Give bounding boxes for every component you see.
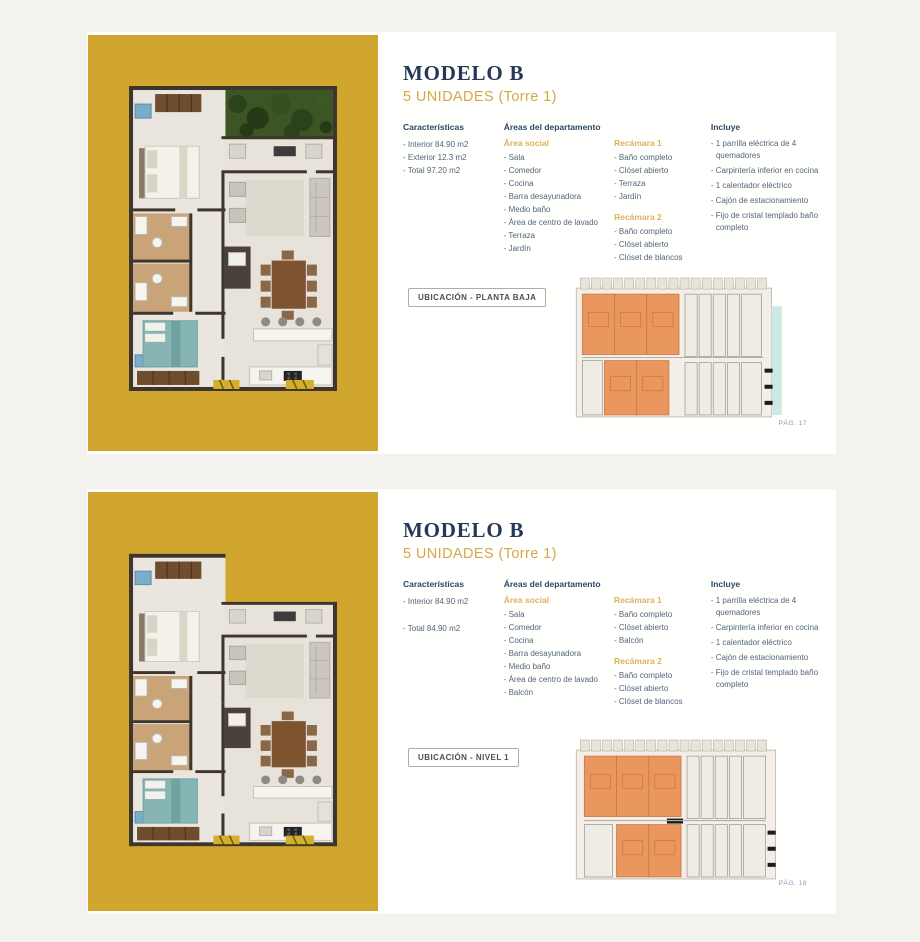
- list-item: - Barra desayunadora: [503, 649, 582, 658]
- location-label: UBICACIÓN - NIVEL 1: [408, 748, 519, 767]
- areas-header: Áreas del departamento: [503, 579, 601, 589]
- areas-header: Áreas del departamento: [503, 122, 601, 132]
- list-item: - 1 calentador eléctrico: [710, 181, 792, 190]
- list-item: - Baño completo: [614, 153, 673, 162]
- spec-columns: [403, 122, 828, 264]
- incluye-header: Incluye: [710, 122, 741, 132]
- recamara2-header: Recámara 2: [614, 656, 662, 666]
- recamaras-column: [614, 122, 711, 264]
- floor-plan-panel: [88, 33, 378, 453]
- list-item: - Clóset abierto: [614, 623, 669, 632]
- list-item: - Total 97.20 m2: [403, 166, 461, 175]
- list-item: - 1 parrilla eléctrica de 4 quemadores: [710, 596, 797, 617]
- area-social-list: [504, 608, 614, 699]
- list-item: - Baño completo: [614, 610, 673, 619]
- list-item: - 1 calentador eléctrico: [710, 638, 792, 647]
- recamara1-header: Recámara 1: [614, 595, 662, 605]
- list-item: - Medio baño: [503, 205, 551, 214]
- page-subtitle: 5 UNIDADES (Torre 1): [403, 546, 557, 562]
- list-item: - Comedor: [503, 166, 542, 175]
- caracteristicas-column: [403, 579, 504, 708]
- recamara2-list: [614, 225, 711, 264]
- brochure-page-17: [88, 33, 835, 453]
- parking-row: [580, 278, 766, 289]
- list-item: - Baño completo: [614, 671, 673, 680]
- incluye-header: Incluye: [710, 579, 741, 589]
- location-label: UBICACIÓN - PLANTA BAJA: [408, 288, 546, 307]
- apartment-floor-plan-render-garden: [125, 82, 341, 395]
- list-item: - Cocina: [503, 636, 534, 645]
- spec-sheet: [378, 490, 835, 913]
- list-item: - Barra desayunadora: [503, 192, 582, 201]
- list-item: - Fijo de cristal templado baño completo: [710, 211, 819, 232]
- caracteristicas-header: Características: [403, 122, 464, 132]
- caracteristicas-header: Características: [403, 579, 464, 589]
- list-item: - Jardín: [503, 244, 531, 253]
- recamaras-column: [614, 579, 711, 708]
- list-item: - Total 84.90 m2: [403, 624, 461, 633]
- incluye-column: [711, 579, 828, 708]
- list-item: - Terraza: [503, 231, 536, 240]
- list-item: - Cajón de estacionamiento: [710, 196, 809, 205]
- list-item: - Balcón: [614, 636, 644, 645]
- spec-columns: [403, 579, 828, 708]
- list-item: - Interior 84.90 m2: [403, 597, 469, 606]
- list-item: - Clóset de blancos: [614, 697, 683, 706]
- recamara2-header: Recámara 2: [614, 212, 662, 222]
- list-item: - Comedor: [503, 623, 542, 632]
- list-item: - Jardín: [614, 192, 642, 201]
- list-item: - Sala: [503, 153, 525, 162]
- area-social-header: Área social: [503, 138, 550, 148]
- spec-sheet: [378, 33, 835, 453]
- list-item: - Interior 84.90 m2: [403, 140, 469, 149]
- incluye-list: [711, 595, 828, 691]
- list-item: - Clóset abierto: [614, 166, 669, 175]
- list-item: - Baño completo: [614, 227, 673, 236]
- page-title: MODELO B: [403, 61, 525, 85]
- caracteristicas-column: [403, 122, 504, 264]
- list-item: - 1 parrilla eléctrica de 4 quemadores: [710, 139, 797, 160]
- floor-plan-panel: [88, 490, 378, 913]
- apartment-floor-plan-render-balcony: [125, 550, 341, 850]
- list-item: - Carpintería inferior en cocina: [710, 166, 819, 175]
- list-item: - Área de centro de lavado: [503, 218, 598, 227]
- list-item: - Área de centro de lavado: [503, 675, 598, 684]
- brochure-page-18: [88, 490, 835, 913]
- recamara2-list: [614, 669, 711, 708]
- incluye-list: [711, 138, 828, 234]
- list-item: - Cajón de estacionamiento: [710, 653, 809, 662]
- list-item: - Balcón: [503, 688, 534, 697]
- page-number: PÁG. 18: [778, 880, 807, 887]
- page-number: PÁG. 17: [778, 420, 807, 427]
- page-title: MODELO B: [403, 518, 525, 542]
- pool-strip: [772, 306, 782, 415]
- caracteristicas-list: [403, 138, 504, 177]
- recamara1-list: [614, 608, 711, 647]
- areas-column: [504, 122, 614, 264]
- list-item: - Fijo de cristal templado baño completo: [710, 668, 819, 689]
- list-item: - Carpintería inferior en cocina: [710, 623, 819, 632]
- site-plan-map-planta-baja: [574, 276, 788, 422]
- list-item: - Clóset de blancos: [614, 253, 683, 262]
- areas-column: [504, 579, 614, 708]
- list-item: - Exterior 12.3 m2: [403, 153, 467, 162]
- recamara1-header: Recámara 1: [614, 138, 662, 148]
- list-item: - Sala: [503, 610, 525, 619]
- caracteristicas-list: [403, 595, 504, 635]
- list-item: - Clóset abierto: [614, 684, 669, 693]
- area-social-header: Área social: [503, 595, 550, 605]
- page-subtitle: 5 UNIDADES (Torre 1): [403, 89, 557, 105]
- recamara1-list: [614, 151, 711, 203]
- site-plan-map-nivel-1: [574, 738, 788, 884]
- list-item: - Cocina: [503, 179, 534, 188]
- list-item: - Clóset abierto: [614, 240, 669, 249]
- area-social-list: [504, 151, 614, 255]
- garden-area: [221, 86, 337, 142]
- list-item: - Terraza: [614, 179, 646, 188]
- list-item: - Medio baño: [503, 662, 551, 671]
- incluye-column: [711, 122, 828, 264]
- parking-row: [580, 740, 766, 751]
